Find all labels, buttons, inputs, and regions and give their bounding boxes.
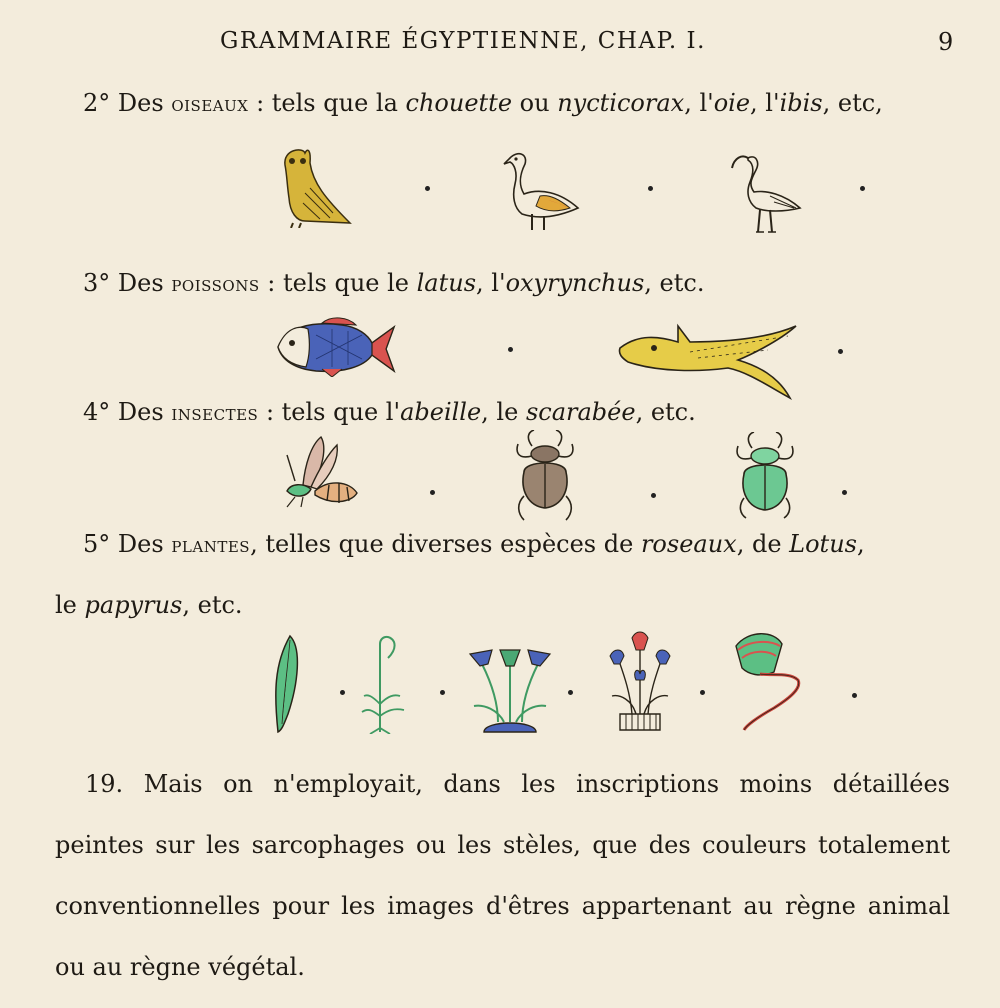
latus-fish-hieroglyph-icon (272, 315, 397, 377)
separator-dot (842, 490, 847, 495)
section-number: 5° (83, 530, 111, 558)
oxyrynchus-fish-hieroglyph-icon (618, 312, 808, 402)
separator-dot (425, 186, 430, 191)
separator-dot (430, 490, 435, 495)
section-insects-heading: 4° Des insectes : tels que l'abeille, le scarabée, etc. (83, 398, 696, 426)
reed-leaf-hieroglyph-icon (272, 634, 306, 734)
page-number: 9 (938, 28, 954, 56)
separator-dot (700, 690, 705, 695)
separator-dot (648, 186, 653, 191)
running-header: GRAMMAIRE ÉGYPTIENNE, CHAP. I. (220, 28, 706, 54)
separator-dot (860, 186, 865, 191)
owl-hieroglyph-icon (275, 143, 355, 228)
separator-dot (440, 690, 445, 695)
paragraph-line: 19. Mais on n'employait, dans les inscriptions moins détaillées (85, 770, 950, 798)
separator-dot (340, 690, 345, 695)
separator-dot (651, 493, 656, 498)
papyrus-hieroglyph-icon (730, 632, 806, 732)
flowering-reed-hieroglyph-icon (360, 634, 410, 734)
category-term: poissons (171, 272, 260, 297)
section-plants-continuation: le papyrus, etc. (55, 591, 243, 619)
section-plants-heading: 5° Des plantes, telles que diverses espèces de roseaux, de Lotus, (83, 530, 865, 558)
paragraph-line: conventionnelles pour les images d'êtres appartenant au règne animal (55, 892, 950, 920)
scarab-green-hieroglyph-icon (732, 432, 798, 522)
paragraph-19 (55, 764, 950, 1008)
lotus-clump-hieroglyph-icon (468, 640, 552, 735)
separator-dot (852, 693, 857, 698)
separator-dot (838, 349, 843, 354)
section-number: 4° (83, 398, 111, 426)
paragraph-line: peintes sur les sarcophages ou les stèles, que des couleurs totalement (55, 831, 950, 859)
bee-hieroglyph-icon (273, 435, 363, 510)
lotus-bouquet-hieroglyph-icon (608, 630, 672, 734)
scarab-brown-hieroglyph-icon (512, 430, 578, 522)
ibis-hieroglyph-icon (730, 150, 802, 234)
paragraph-line: ou au règne végétal. (55, 953, 305, 981)
separator-dot (508, 347, 513, 352)
category-term: insectes (171, 401, 259, 426)
section-fish-heading: 3° Des poissons : tels que le latus, l'oxyrynchus, etc. (83, 269, 705, 297)
separator-dot (568, 690, 573, 695)
section-number: 2° (83, 89, 111, 117)
section-birds-heading: 2° Des oiseaux : tels que la chouette ou nycticorax, l'oie, l'ibis, etc, (83, 89, 883, 117)
category-term: plantes (171, 533, 251, 558)
category-term: oiseaux (171, 92, 249, 117)
section-number: 3° (83, 269, 111, 297)
goose-hieroglyph-icon (500, 150, 580, 232)
